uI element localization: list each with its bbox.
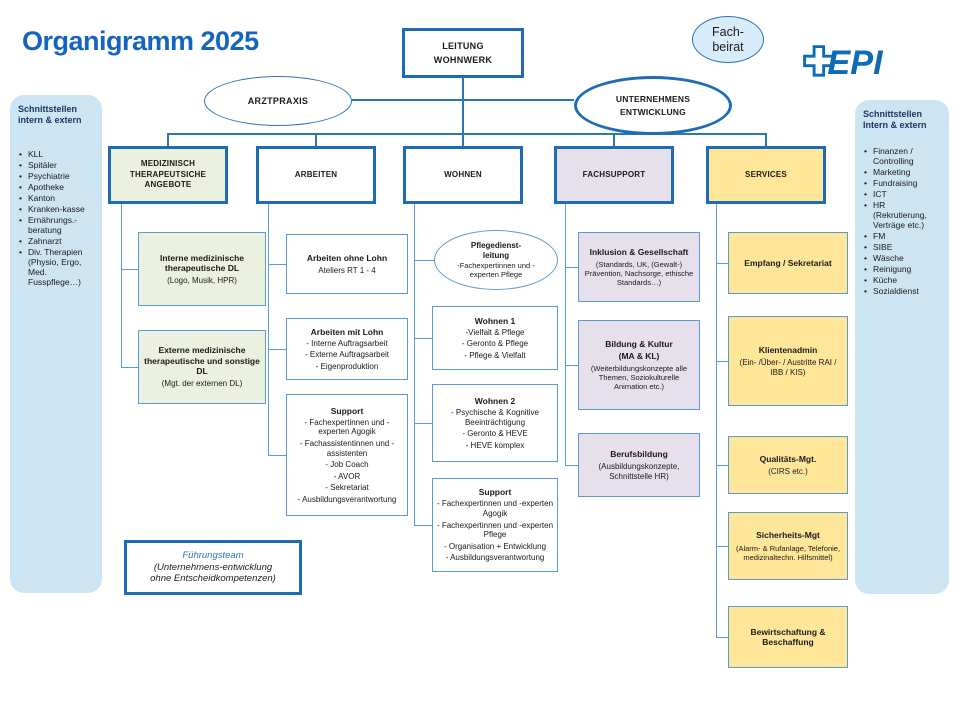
box-body: (CIRS etc.) xyxy=(768,466,808,476)
sidebar-list-item: • Marketing xyxy=(863,167,941,177)
node-label: LEITUNG xyxy=(442,40,484,51)
box-title: Klientenadmin xyxy=(758,344,818,355)
box-body-line: - Ausbildungsverantwortung xyxy=(297,494,397,504)
box-title: Führungsteam xyxy=(182,549,244,561)
node-label: beirat xyxy=(712,39,744,54)
node-leitung-wohnwerk xyxy=(402,28,524,78)
box-title: Bildung & Kultur xyxy=(605,338,673,349)
connector xyxy=(613,133,615,146)
connector xyxy=(565,365,578,366)
box-body-line: - Ausbildungsverantwortung xyxy=(445,553,545,563)
dept-label: WOHNEN xyxy=(444,169,482,179)
box-empfang-sekretariat xyxy=(728,232,848,294)
connector xyxy=(414,204,415,525)
page-title: Organigramm 2025 xyxy=(22,26,259,56)
epi-logo xyxy=(796,34,896,84)
box-title: Interne medizinische therapeutische DL xyxy=(159,252,245,273)
connector xyxy=(268,264,286,265)
sidebar-right-schnittstellen xyxy=(855,100,949,594)
box-wohnen-support xyxy=(432,478,558,572)
connector xyxy=(565,465,578,466)
box-fuehrungsteam xyxy=(124,540,302,595)
box-bewirtschaftung-beschaffung xyxy=(728,606,848,668)
connector xyxy=(121,204,122,368)
box-body-line: - Psychische & Kognitive Beeinträchtigung xyxy=(450,407,540,427)
box-title: Berufsbildung xyxy=(610,448,668,459)
box-body-line: - Pflege & Vielfalt xyxy=(464,350,526,360)
connector xyxy=(565,267,578,268)
sidebar-list-item: • Div. Therapien (Physio, Ergo, Med. Fusspflege…) xyxy=(18,247,94,287)
sidebar-list-item: • Reinigung xyxy=(863,264,941,274)
box-title: Qualitäts-Mgt. xyxy=(759,453,817,464)
box-body-line: - HEVE komplex xyxy=(465,440,525,450)
node-label: WOHNWERK xyxy=(433,55,493,65)
sidebar-list-item: • ICT xyxy=(863,189,941,199)
sidebar-title: Intern & extern xyxy=(863,120,927,131)
dept-medizinisch xyxy=(108,146,228,204)
box-subtitle: (MA & KL) xyxy=(618,351,660,361)
epi-logo-text: EPI xyxy=(827,44,883,83)
dept-services xyxy=(706,146,826,204)
sidebar-list-item: • Küche xyxy=(863,275,941,285)
box-body-line: - Externe Auftragsarbeit xyxy=(304,350,390,360)
box-klientenadmin xyxy=(728,316,848,406)
sidebar-list-item: • Kranken-kasse xyxy=(18,204,94,214)
connector xyxy=(352,99,574,101)
sidebar-list-item: • Kanton xyxy=(18,193,94,203)
sidebar-left-schnittstellen xyxy=(10,95,102,593)
epi-logo-graphic xyxy=(796,34,896,84)
box-body-line: - AVOR xyxy=(333,471,361,481)
box-title: Empfang / Sekretariat xyxy=(744,257,832,268)
box-body-lines xyxy=(433,497,557,563)
connector xyxy=(565,204,566,465)
box-wohnen-2 xyxy=(432,384,558,462)
box-title: Arbeiten mit Lohn xyxy=(310,326,384,337)
box-berufsbildung xyxy=(578,433,700,497)
box-title: Wohnen 1 xyxy=(474,315,516,326)
connector xyxy=(462,133,464,146)
box-title: Bewirtschaftung & Beschaffung xyxy=(750,626,826,647)
box-body: Ateliers RT 1 - 4 xyxy=(318,265,376,275)
sidebar-list-item: • KLL xyxy=(18,149,94,159)
sidebar-title: Schnittstellen xyxy=(863,109,923,119)
dept-label: FACHSUPPORT xyxy=(582,169,646,179)
connector xyxy=(414,260,436,261)
sidebar-list-item: • Finanzen / Controlling xyxy=(863,146,941,166)
node-pflegedienstleitung xyxy=(434,230,558,290)
box-body-line: - Fachassistentinnen und -assistenten xyxy=(299,438,395,458)
box-body-line: - Sekretariat xyxy=(325,483,369,493)
sidebar-list-item: • Sozialdienst xyxy=(863,286,941,296)
box-arbeiten-ohne-lohn xyxy=(286,234,408,294)
box-body-lines xyxy=(302,337,392,372)
box-title: Pflegedienst- xyxy=(470,240,522,250)
box-body: (Ausbildungskonzepte, Schnittstelle HR) xyxy=(598,462,680,481)
box-qualitaets-mgt xyxy=(728,436,848,494)
connector xyxy=(716,637,728,638)
sidebar-left-list xyxy=(18,149,94,287)
sidebar-list-item: • Apotheke xyxy=(18,182,94,192)
connector xyxy=(414,525,432,526)
box-body-line: - Fachexpertinnen und -experten Pflege xyxy=(436,520,554,540)
connector xyxy=(716,546,728,547)
box-bildung-kultur xyxy=(578,320,700,410)
node-unternehmensentwicklung xyxy=(574,76,732,135)
sidebar-list-item: • Fundraising xyxy=(863,178,941,188)
box-body-line: - Geronto & HEVE xyxy=(462,429,528,439)
node-fachbeirat xyxy=(692,16,764,63)
box-interne-medizinische-dl xyxy=(138,232,266,306)
connector xyxy=(167,133,169,146)
connector xyxy=(414,423,432,424)
box-body: (Ein- /Über- / Austritte RAI / IBB / KIS) xyxy=(739,358,837,377)
connector xyxy=(716,361,728,362)
box-title: Inklusion & Gesellschaft xyxy=(589,246,689,257)
box-sicherheits-mgt xyxy=(728,512,848,580)
connector xyxy=(121,367,138,368)
sidebar-list-item: • HR (Rekrutierung, Verträge etc.) xyxy=(863,200,941,230)
box-title: Wohnen 2 xyxy=(474,395,516,406)
box-body-lines xyxy=(287,416,407,505)
node-label: ARZTPRAXIS xyxy=(247,95,309,106)
sidebar-title: Schnittstellen xyxy=(18,104,78,114)
connector xyxy=(765,133,767,146)
connector xyxy=(716,204,717,637)
dept-fachsupport xyxy=(554,146,674,204)
box-body: (Unternehmens-entwicklung xyxy=(153,561,273,573)
box-body-lines xyxy=(433,406,557,450)
box-title: leitung xyxy=(482,250,510,260)
sidebar-list-item: • SIBE xyxy=(863,242,941,252)
box-body-line: - Fachexpertinnen und -experten Agogik xyxy=(436,499,554,518)
box-body: -Fachexpertinnen und -experten Pflege xyxy=(457,261,535,280)
box-arbeiten-mit-lohn xyxy=(286,318,408,380)
dept-arbeiten xyxy=(256,146,376,204)
connector xyxy=(716,465,728,466)
connector xyxy=(462,78,464,134)
box-inklusion-gesellschaft xyxy=(578,232,700,302)
dept-wohnen xyxy=(403,146,523,204)
box-body: (Logo, Musik, HPR) xyxy=(167,275,237,285)
connector xyxy=(268,455,286,456)
sidebar-title: intern & extern xyxy=(18,115,82,126)
node-arztpraxis xyxy=(204,76,352,126)
box-body: (Mgt. der externen DL) xyxy=(161,378,243,388)
sidebar-list-item: • Psychiatrie xyxy=(18,171,94,181)
connector xyxy=(315,133,317,146)
box-title: Sicherheits-Mgt xyxy=(756,530,820,541)
box-body: (Standards, UK, (Gewalt-) Prävention, Nachsorge, ethische Standards…) xyxy=(584,260,694,288)
sidebar-list-item: • Ernährungs.-beratung xyxy=(18,215,94,235)
box-body: (Alarm- & Rufanlage, Telefonie, medizinaltechn. Hilfsmittel) xyxy=(735,543,841,562)
node-label: ENTWICKLUNG xyxy=(620,106,686,117)
box-wohnen-1 xyxy=(432,306,558,370)
node-label: UNTERNEHMENS xyxy=(615,94,691,105)
box-body-line: - Interne Auftragsarbeit xyxy=(306,338,388,348)
box-body-lines xyxy=(459,326,531,361)
box-body-line: - Job Coach xyxy=(325,460,369,470)
sidebar-list-item: • Zahnarzt xyxy=(18,236,94,246)
box-title: Support xyxy=(478,487,512,498)
dept-label: ARBEITEN xyxy=(294,169,338,179)
connector xyxy=(268,204,269,455)
connector xyxy=(716,263,728,264)
box-body-line: - Fachexpertinnen und -experten Agogik xyxy=(304,417,390,437)
box-body-line: - Geronto & Pflege xyxy=(461,339,529,349)
box-body-line: - Organisation + Entwicklung xyxy=(443,541,547,551)
box-body-line: -Vielfalt & Pflege xyxy=(465,327,525,337)
box-title: Arbeiten ohne Lohn xyxy=(306,252,388,263)
node-label: Fach- xyxy=(712,25,744,40)
sidebar-list-item: • FM xyxy=(863,231,941,241)
box-arbeiten-support xyxy=(286,394,408,516)
connector xyxy=(121,269,138,270)
box-body: (Weiterbildungskonzepte alle Themen, Soziokulturelle Animation etc.) xyxy=(590,364,688,392)
box-title: Externe medizinische therapeutische und sonstige DL xyxy=(144,345,260,376)
connector xyxy=(268,349,286,350)
box-body: ohne Entscheidkompetenzen) xyxy=(150,573,276,585)
sidebar-list-item: • Spitäler xyxy=(18,160,94,170)
dept-label: SERVICES xyxy=(745,169,787,179)
box-title: Support xyxy=(330,405,364,416)
dept-label: MEDIZINISCH THERAPEUTSICHE ANGEBOTE xyxy=(129,159,207,190)
sidebar-right-list xyxy=(863,146,941,296)
connector xyxy=(414,338,432,339)
box-externe-medizinische-dl xyxy=(138,330,266,404)
sidebar-list-item: • Wäsche xyxy=(863,253,941,263)
box-body-line: - Eigenproduktion xyxy=(315,361,379,371)
